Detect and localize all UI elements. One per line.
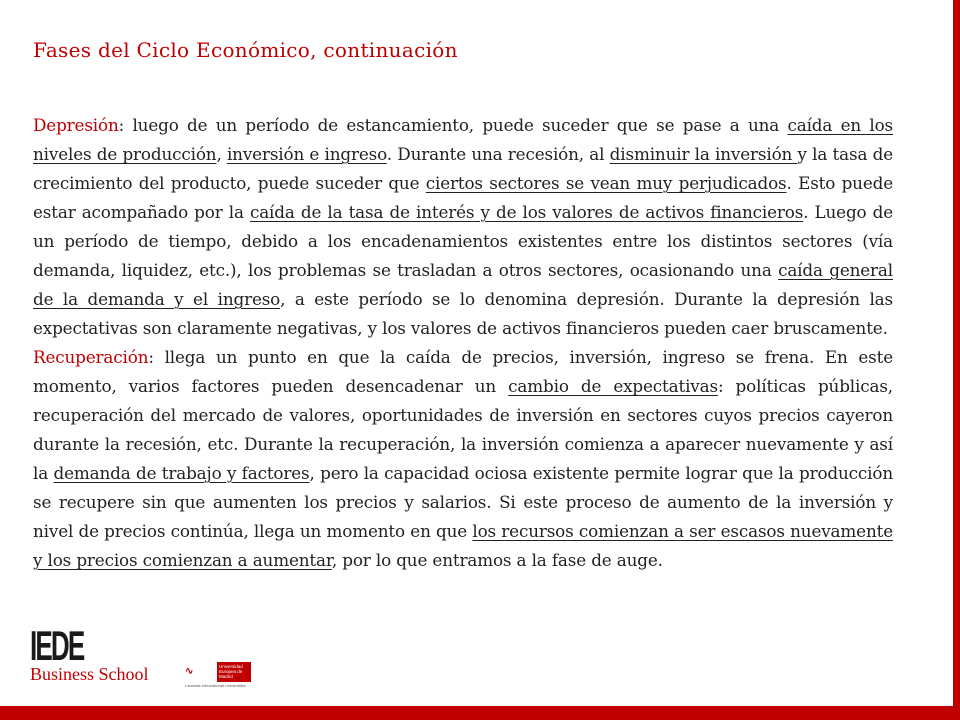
text-fragment: : políticas públicas, recuperación del mercado de valores, oportunidades de inversión en sectores cuyos precios cayeron durante la recesión, etc. Durante la recuperación, la inversión comienza a aparecer nuevamente y así la [33, 376, 893, 483]
term-recuperacion: Recuperación [33, 347, 149, 367]
underlined-phrase: caída en los niveles de producción [33, 115, 893, 164]
underlined-phrase: caída de la tasa de interés y de los valores de activos financieros [249, 202, 804, 222]
right-accent-bar [953, 0, 960, 720]
iede-logo [30, 622, 149, 684]
text-fragment: : luego de un período de estancamiento, puede suceder que se pase a una [118, 115, 788, 135]
text-fragment: , por lo que entramos a la fase de auge. [331, 550, 663, 570]
bottom-accent-bar [0, 706, 960, 720]
text-fragment: , [216, 144, 227, 164]
slide-title: Fases del Ciclo Económico, continuación [33, 38, 458, 62]
uem-logo-caption: Laureate International Universities [185, 683, 246, 688]
iede-logo-mark: IEDE [30, 622, 84, 669]
text-fragment: : llega un punto en que la caída de precios, inversión, ingreso se frena. En este momento, varios factores pueden desencadenar un [33, 347, 893, 396]
paragraph-recuperacion [33, 343, 893, 575]
text-fragment: . Durante una recesión, al [386, 144, 610, 164]
underlined-phrase: disminuir la inversión [609, 144, 798, 164]
text-fragment: . Esto puede estar acompañado por la [33, 173, 893, 222]
text-fragment: y la tasa de crecimiento del producto, puede suceder que [33, 144, 893, 193]
underlined-phrase: los recursos comienzan a ser escasos nuevamente y los precios comienzan a aumentar [33, 521, 893, 570]
uem-logo [185, 662, 251, 688]
text-fragment: . Luego de un período de tiempo, debido a los encadenamientos existentes entre los distintos sectores (vía demanda, liquidez, etc.), los problemas se trasladan a otros sectores, ocasionando una [33, 202, 894, 280]
text-fragment: , a este período se lo denomina depresión. Durante la depresión las expectativas son claramente negativas, y los valores de activos financieros pueden caer bruscamente. [33, 289, 893, 338]
uem-logo-box: Universidad Europea de Madrid [217, 662, 251, 682]
underlined-phrase: inversión e ingreso [226, 144, 387, 164]
underlined-phrase: demanda de trabajo y factores [53, 463, 310, 483]
uem-logo-icon: ∿ [185, 666, 194, 677]
term-depresion: Depresión [33, 115, 119, 135]
underlined-phrase: caída general de la demanda y el ingreso [33, 260, 893, 309]
underlined-phrase: cambio de expectativas [508, 376, 718, 396]
underlined-phrase: ciertos sectores se vean muy perjudicados [425, 173, 787, 193]
slide-body [33, 111, 893, 575]
iede-logo-subtitle: Business School [30, 664, 149, 684]
text-fragment: , pero la capacidad ociosa existente permite lograr que la producción se recupere sin que aumenten los precios y salarios. Si este proceso de aumento de la inversión y nivel de precios continúa, llega un momento en que [33, 463, 894, 541]
paragraph-depresion [33, 111, 893, 343]
